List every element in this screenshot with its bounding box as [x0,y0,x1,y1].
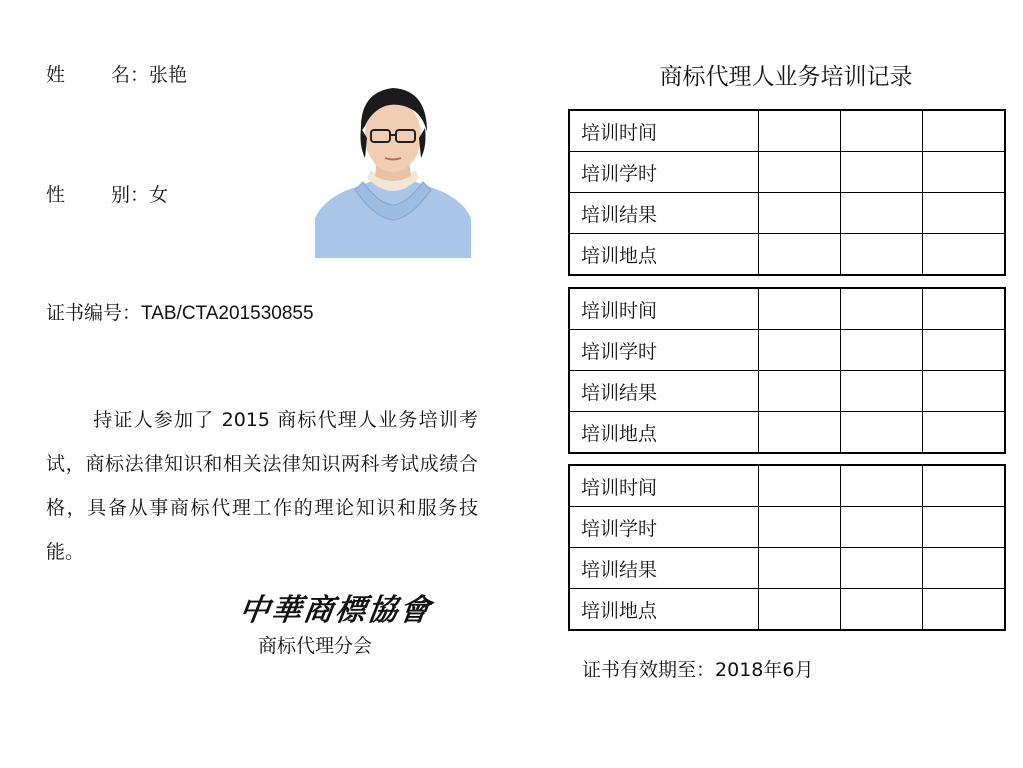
table-cell [923,548,1006,589]
row-label-result: 培训结果 [569,371,759,412]
cert-no-row [46,298,314,325]
record-table-1 [568,109,1006,276]
table-cell [841,412,923,454]
table-cell [841,465,923,507]
table-row [569,507,1005,548]
cert-no-label: 证书编号： [46,302,142,324]
gender-label-second: 别： [111,184,150,206]
table-cell [923,234,1006,276]
row-label-location: 培训地点 [569,234,759,276]
issuer-signature: 中華商標協會 [237,593,434,628]
record-title: 商标代理人业务培训记录 [659,64,913,90]
row-label-time: 培训时间 [569,110,759,152]
name-value: 张艳 [149,64,188,86]
table-row [569,234,1005,276]
name-label-first: 姓 [46,64,66,86]
table-cell [759,193,841,234]
validity-row [582,655,813,682]
table-cell [841,193,923,234]
validity-value: 2018年6月 [715,659,814,681]
table-row [569,465,1005,507]
table-cell [923,193,1006,234]
table-row [569,412,1005,454]
table-cell [923,507,1006,548]
table-cell [923,589,1006,631]
table-cell [923,330,1006,371]
record-table-2 [568,287,1006,454]
table-row [569,330,1005,371]
table-cell [759,465,841,507]
table-cell [841,152,923,193]
table-cell [759,371,841,412]
table-cell [759,152,841,193]
table-cell [841,507,923,548]
gender-row [46,180,168,207]
table-cell [759,234,841,276]
table-cell [841,589,923,631]
table-cell [923,288,1006,330]
table-cell [759,507,841,548]
table-cell [923,110,1006,152]
table-cell [923,412,1006,454]
table-cell [759,110,841,152]
table-row [569,110,1005,152]
table-cell [841,548,923,589]
name-row [46,60,187,87]
table-cell [841,371,923,412]
portrait-image [315,68,471,258]
row-label-time: 培训时间 [569,288,759,330]
validity-label: 证书有效期至： [582,659,716,681]
gender-value: 女 [149,184,169,206]
issuer-branch: 商标代理分会 [258,635,373,657]
table-row [569,371,1005,412]
table-row [569,152,1005,193]
table-cell [759,330,841,371]
row-label-time: 培训时间 [569,465,759,507]
certificate-statement [46,398,478,574]
table-cell [841,110,923,152]
table-row [569,288,1005,330]
table-cell [759,589,841,631]
holder-photo [315,68,471,258]
table-cell [923,371,1006,412]
table-cell [841,288,923,330]
statement-text: 持证人参加了 2015 商标代理人业务培训考试，商标法律知识和相关法律知识两科考试成绩合格，具备从事商标代理工作的理论知识和服务技能。 [46,409,478,563]
table-cell [759,412,841,454]
record-table-3 [568,464,1006,631]
row-label-hours: 培训学时 [569,330,759,371]
row-label-result: 培训结果 [569,193,759,234]
cert-no-value: TAB/CTA201530855 [141,303,314,324]
row-label-hours: 培训学时 [569,507,759,548]
table-cell [923,465,1006,507]
name-label-second: 名： [111,64,150,86]
table-cell [841,234,923,276]
row-label-hours: 培训学时 [569,152,759,193]
table-cell [841,330,923,371]
row-label-location: 培训地点 [569,589,759,631]
row-label-result: 培训结果 [569,548,759,589]
table-cell [923,152,1006,193]
table-row [569,193,1005,234]
table-row [569,589,1005,631]
gender-label-first: 性 [46,184,66,206]
table-cell [759,288,841,330]
table-cell [759,548,841,589]
table-row [569,548,1005,589]
row-label-location: 培训地点 [569,412,759,454]
